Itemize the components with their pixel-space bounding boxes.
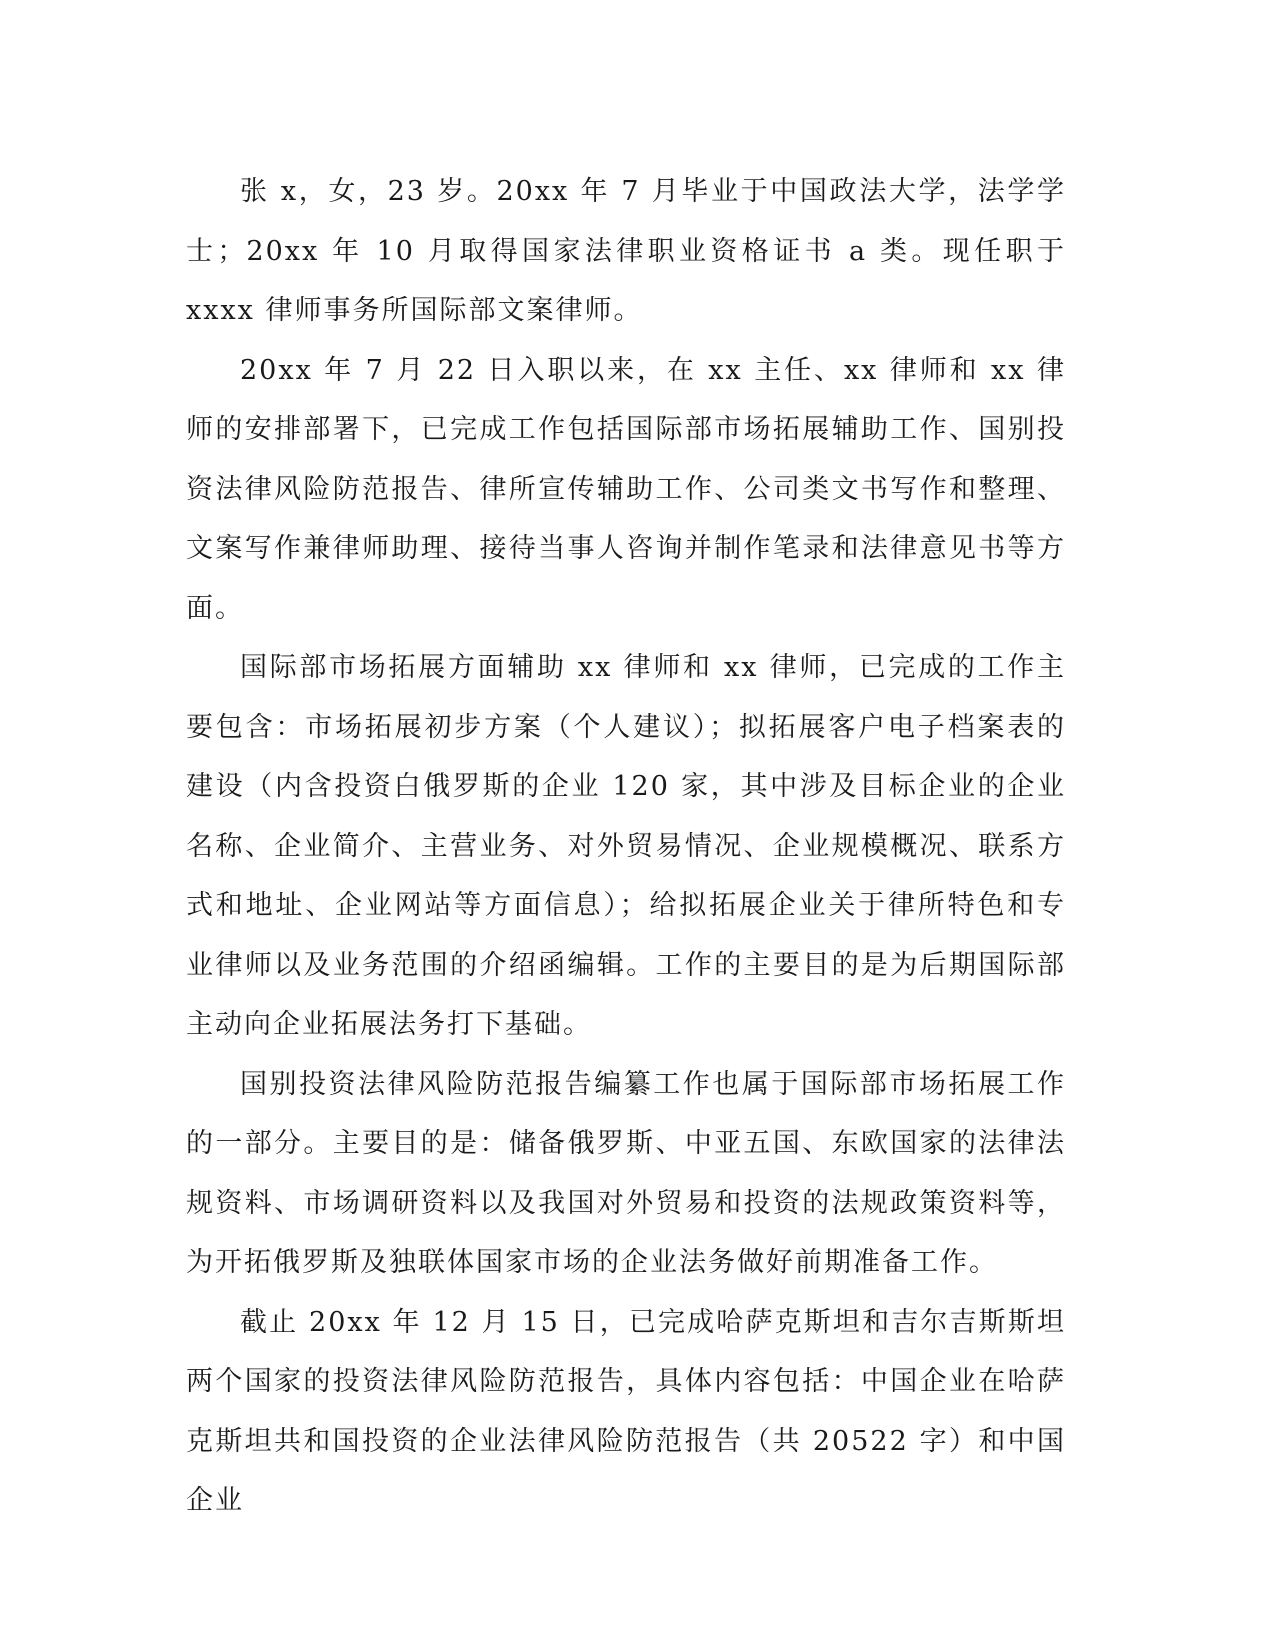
paragraph-progress: 截止 20xx 年 12 月 15 日，已完成哈萨克斯坦和吉尔吉斯斯坦两个国家的投资法律风险防范报告，具体内容包括：中国企业在哈萨克斯坦共和国投资的企业法律风险防范报告（共 20522 字）和中国企业 [186,1306,1066,1516]
document-body [186,162,1066,1531]
paragraph-work-overview: 20xx 年 7 月 22 日入职以来，在 xx 主任、xx 律师和 xx 律师的安排部署下，已完成工作包括国际部市场拓展辅助工作、国别投资法律风险防范报告、律所宣传辅助工作、公司类文书写作和整理、文案写作兼律师助理、接待当事人咨询并制作笔录和法律意见书等方面。 [186,354,1066,624]
paragraph-market-expansion: 国际部市场拓展方面辅助 xx 律师和 xx 律师，已完成的工作主要包含：市场拓展初步方案（个人建议）；拟拓展客户电子档案表的建设（内含投资白俄罗斯的企业 120 家，其中涉及目标企业的企业名称、企业简介、主营业务、对外贸易情况、企业规模概况、联系方式和地址、企业网站等方面信息）；给拟拓展企业关于律所特色和专业律师以及业务范围的介绍函编辑。工作的主要目的是为后期国际部主动向企业拓展法务打下基础。 [186,652,1066,1040]
paragraph-risk-report: 国别投资法律风险防范报告编纂工作也属于国际部市场拓展工作的一部分。主要目的是：储备俄罗斯、中亚五国、东欧国家的法律法规资料、市场调研资料以及我国对外贸易和投资的法规政策资料等，为开拓俄罗斯及独联体国家市场的企业法务做好前期准备工作。 [186,1068,1066,1278]
paragraph-personal-info: 张 x，女，23 岁。20xx 年 7 月毕业于中国政法大学，法学学士；20xx 年 10 月取得国家法律职业资格证书 a 类。现任职于 xxxx 律师事务所国际部文案律师。 [186,176,1066,326]
